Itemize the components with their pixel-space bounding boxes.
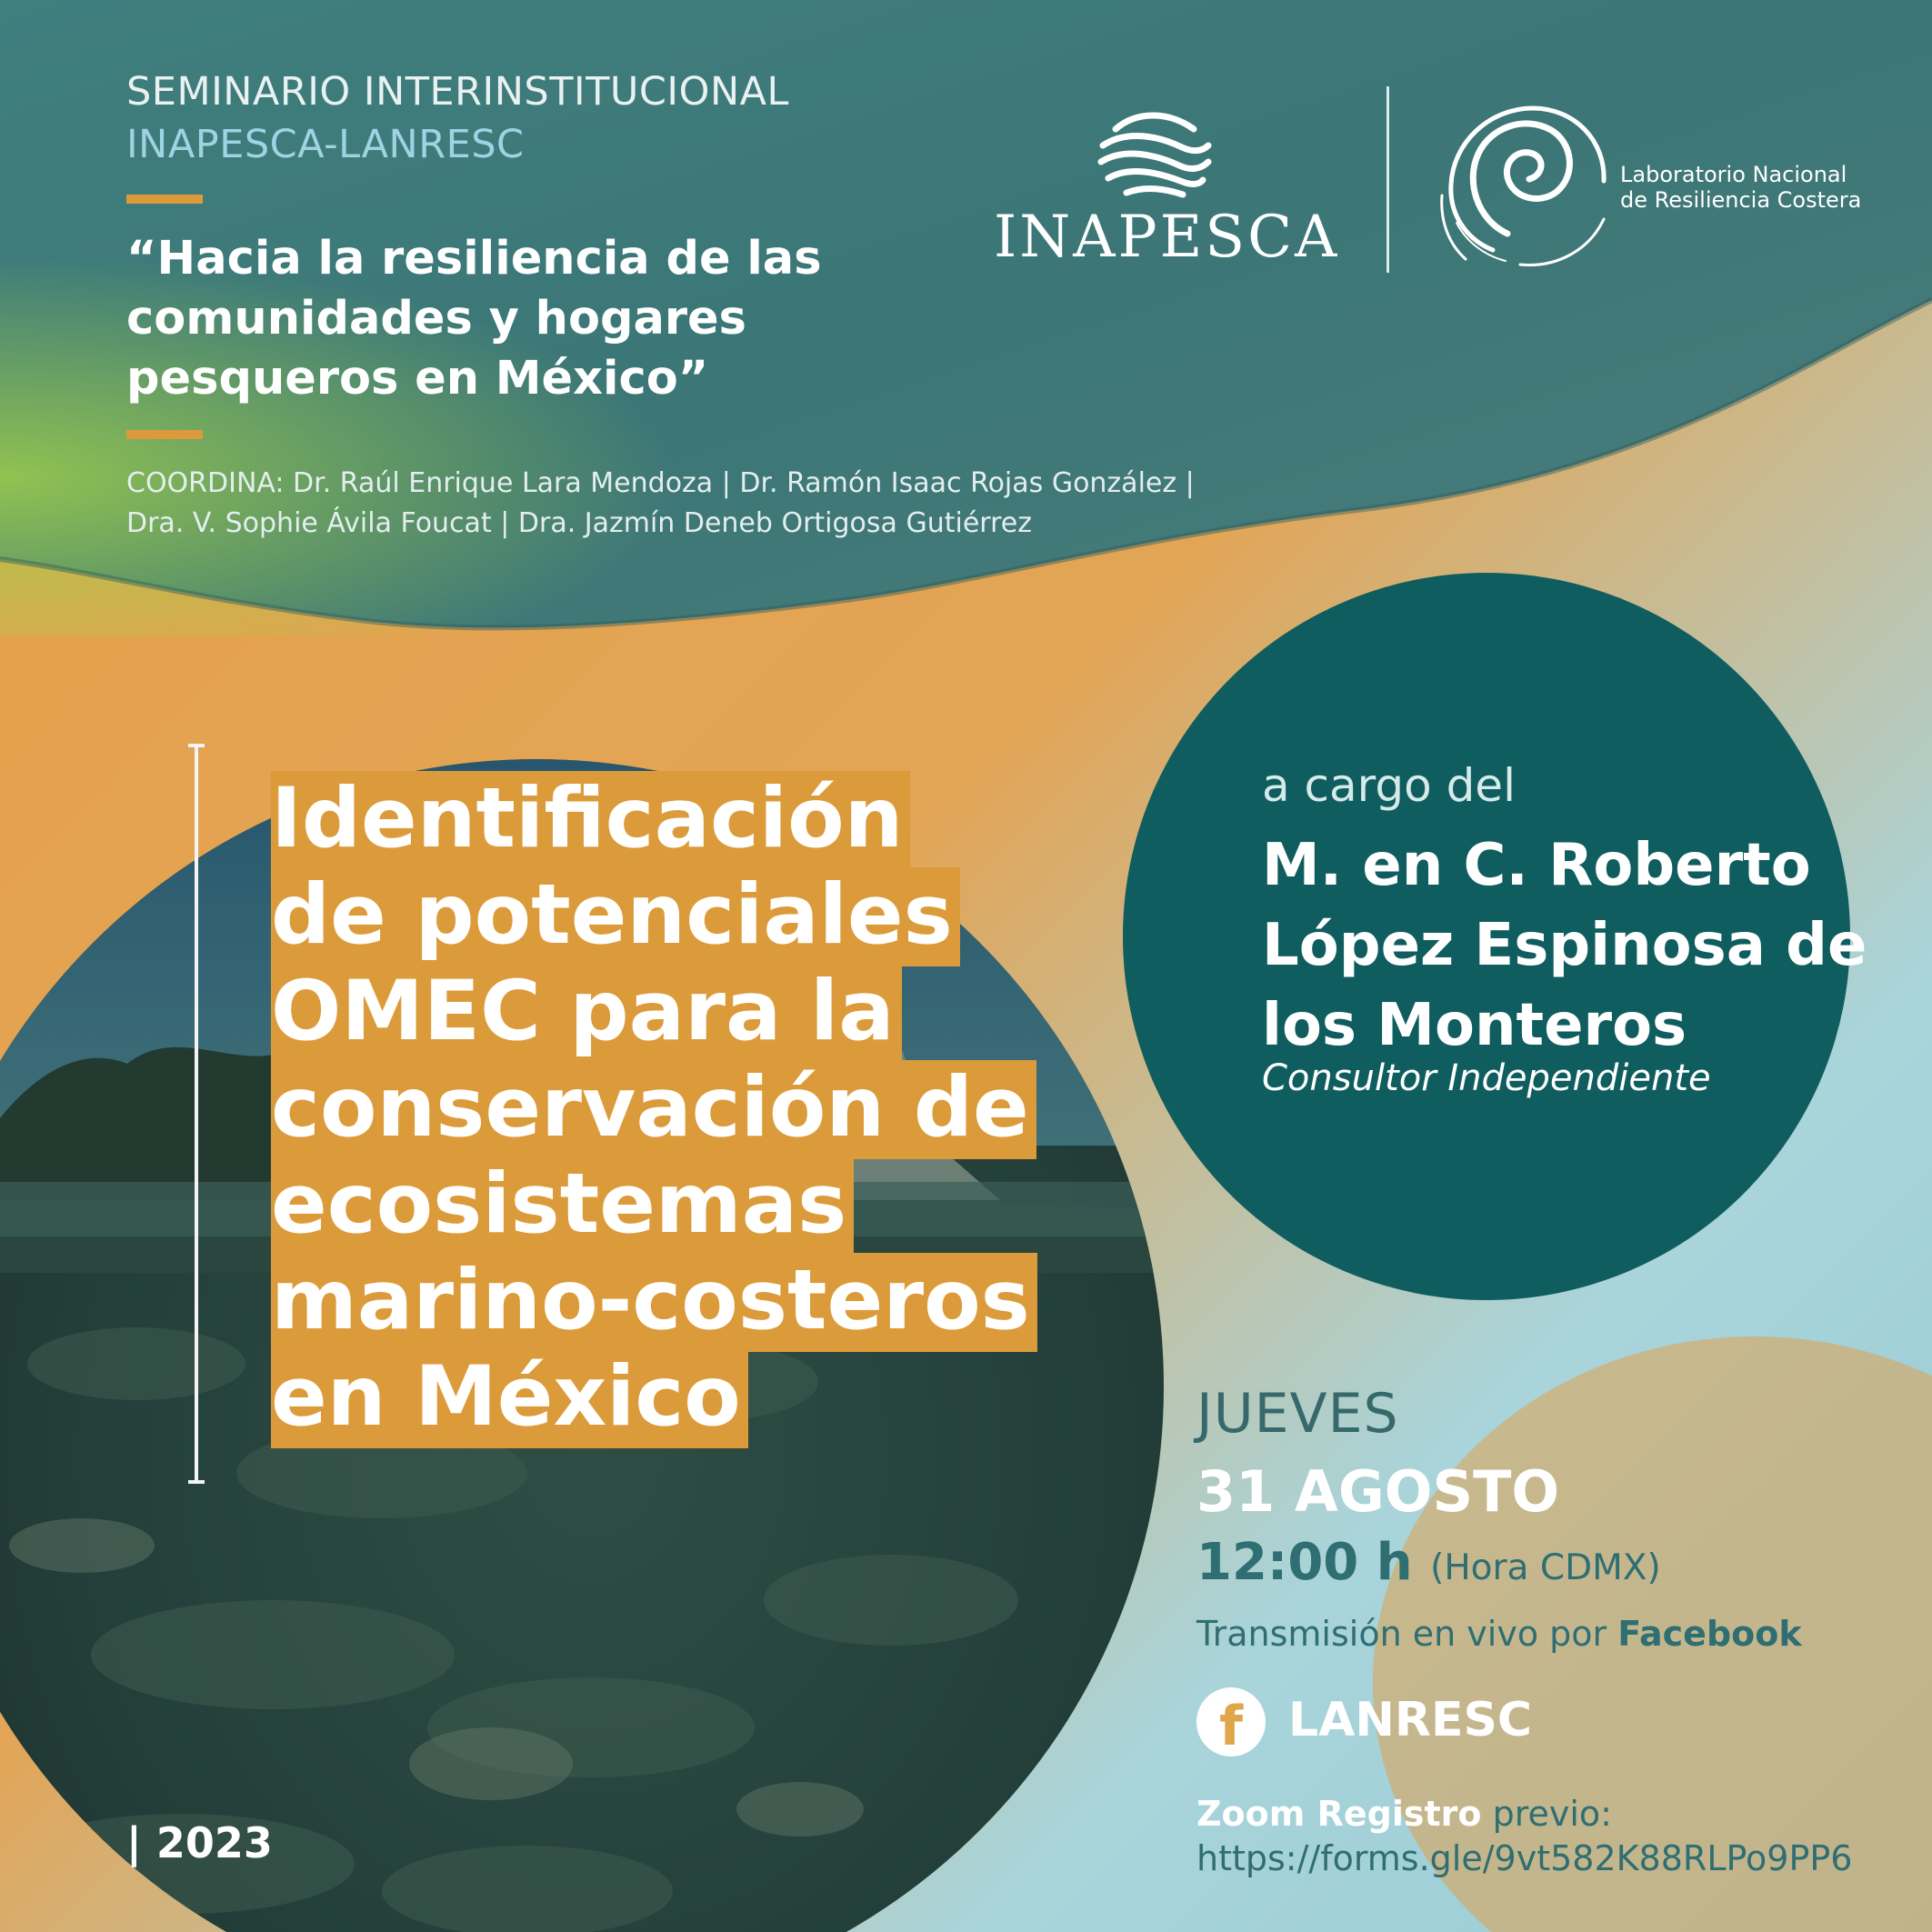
stream-info [1196, 1614, 1802, 1654]
event-date: 31 AGOSTO [1196, 1458, 1560, 1525]
speaker-affiliation: Consultor Independiente [1262, 1057, 1711, 1099]
title-bracket [195, 744, 198, 1484]
event-timezone: (Hora CDMX) [1430, 1547, 1661, 1588]
facebook-handle[interactable]: LANRESC [1288, 1693, 1533, 1747]
event-time-value: 12:00 h [1196, 1533, 1413, 1592]
event-day: JUEVES [1196, 1382, 1399, 1446]
zoom-registration-bold: Zoom Registro [1196, 1794, 1482, 1834]
logo-separator [1386, 86, 1389, 273]
inapesca-wordmark: INAPESCA [994, 204, 1340, 271]
spiral-swirl-icon [1438, 86, 1620, 273]
seminar-kicker: SEMINARIO INTERINSTITUCIONAL [126, 69, 789, 115]
wave-globe-icon [1096, 102, 1214, 202]
talk-title [271, 771, 1035, 1446]
facebook-glyph: f [1218, 1695, 1244, 1758]
lanresc-name-line1: Laboratorio Nacional [1620, 162, 1847, 187]
lanresc-name-line2: de Resiliencia Costera [1620, 187, 1862, 213]
speaker-name: M. en C. Roberto López Espinosa de los Monteros [1262, 832, 1867, 1059]
talk-title-text: Identificación de potenciales OMEC para la conservación de ecosistemas marino-costeros en México [271, 771, 1037, 1448]
bracket-cap-bottom [188, 1480, 205, 1484]
year-label: | 2023 [126, 1818, 273, 1867]
stream-platform: Facebook [1617, 1614, 1802, 1654]
stream-prefix: Transmisión en vivo por [1196, 1614, 1607, 1654]
facebook-icon [1196, 1687, 1266, 1757]
zoom-registration [1196, 1794, 1612, 1834]
zoom-registration-rest: previo: [1492, 1794, 1612, 1834]
registration-link[interactable]: https://forms.gle/9vt582K88RLPo9PP6 [1196, 1838, 1853, 1878]
coordinators: COORDINA: Dr. Raúl Enrique Lara Mendoza | Dr. Ramón Isaac Rojas González | Dra. V. Sophie Ávila Foucat | Dra. Jazmín Deneb Ortigosa Gutiérrez [126, 467, 1195, 539]
series-title: “Hacia la resiliencia de las comunidades y hogares pesqueros en México” [126, 232, 822, 405]
lanresc-name [1620, 162, 1884, 213]
orange-divider-bottom [126, 430, 203, 439]
orange-divider-top [126, 195, 203, 204]
event-time [1196, 1533, 1661, 1592]
speaker-intro: a cargo del [1262, 759, 1516, 812]
seminar-institutions: INAPESCA-LANRESC [126, 122, 525, 167]
